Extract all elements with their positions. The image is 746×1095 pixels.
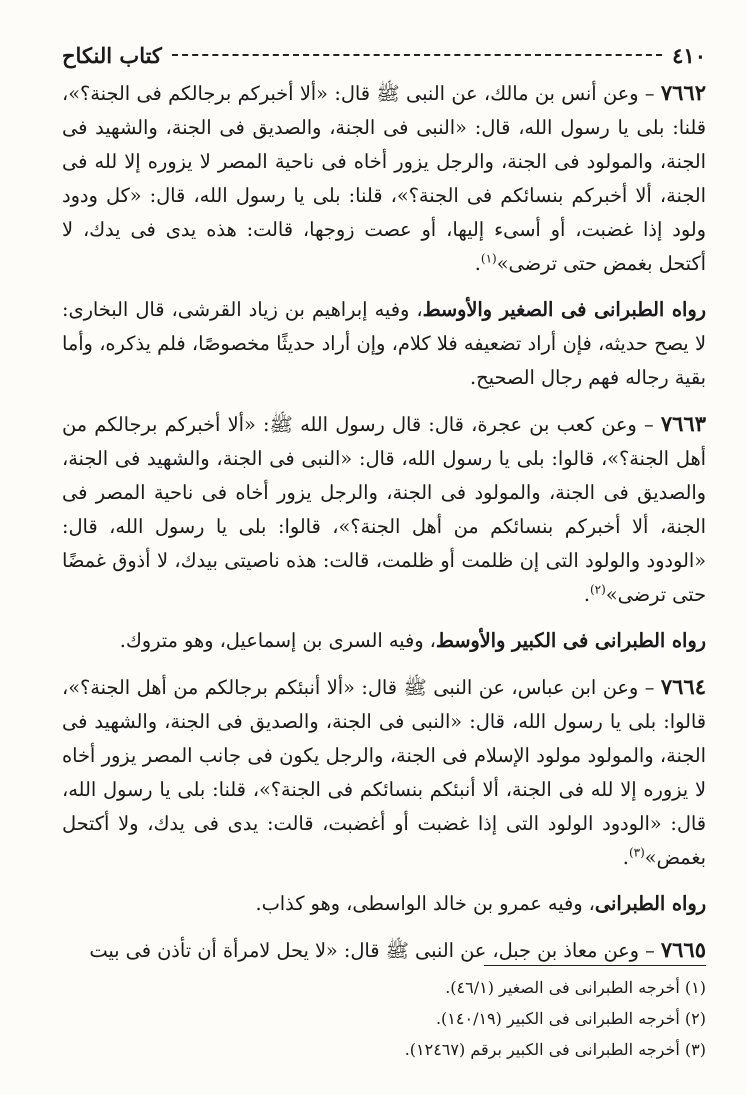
riwaya-7662	[62, 293, 706, 395]
riwaya-source: رواه الطبرانى	[594, 892, 706, 915]
riwaya-7664	[62, 887, 706, 921]
hadith-text: – وعن ابن عباس، عن النبى ﷺ قال: «ألا أنبئكم برجالكم من أهل الجنة؟»، قالوا: بلى يا رسول الله، قال: «النبى فى الجنة، والصديق فى الجنة، والشهيد فى الجنة، والمولود مولود الإسلام فى الجنة، والرجل يكون فى جانب المصر يزور أخاه لا يزوره إلا لله فى الجنة، ألا أنبئكم بنسائكم فى الجنة؟»، قلنا: بلى يا رسول الله، قال: «الودود الولود التى إذا غضبت أو أغضبت، قالت: يدى فى يدك، ولا أكتحل بغمض»	[62, 676, 706, 869]
hadith-tail: .	[474, 252, 481, 275]
hadith-number: ٧٦٦٣	[660, 411, 706, 436]
footnote-1: (١) أخرجه الطبرانى فى الصغير (٤٦/١).	[445, 978, 706, 997]
book-page	[62, 40, 706, 1075]
footnote-3: (٣) أخرجه الطبرانى فى الكبير برقم (١٢٤٦٧).	[404, 1040, 706, 1059]
header-dashed-rule	[172, 54, 662, 56]
page-header	[62, 40, 706, 70]
riwaya-source: رواه الطبرانى فى الصغير والأوسط	[422, 298, 706, 321]
footnote-ref: (٣)	[628, 845, 645, 860]
footnote-ref: (١)	[480, 251, 497, 266]
hadith-7663	[62, 407, 706, 612]
hadith-7665	[62, 933, 706, 968]
hadith-text: – وعن كعب بن عجرة، قال: قال رسول الله ﷺ: «ألا أخبركم برجالكم من أهل الجنة؟»، قالوا: بلى يا رسول الله، قال: «النبى فى الجنة، والشهيد فى الجنة، والصديق فى الجنة، والمولود فى الجنة، والرجل يزور أخاه فى ناحية المصر فى الجنة، ألا أخبركم بنسائكم من أهل الجنة؟»، قالوا: بلى يا رسول الله، قال: «الودود والولود التى إن ظلمت أو ظلمت، قالت: هذه ناصيتى بيدك، لا أذوق غمضًا حتى ترضى»	[62, 413, 706, 606]
footnote-ref: (٢)	[589, 582, 606, 597]
hadith-7664	[62, 670, 706, 875]
main-text	[62, 76, 706, 968]
hadith-tail: .	[583, 583, 590, 606]
riwaya-text: ، وفيه السرى بن إسماعيل، وهو متروك.	[119, 629, 436, 652]
hadith-number: ٧٦٦٤	[660, 674, 706, 699]
riwaya-7663	[62, 624, 706, 658]
hadith-number: ٧٦٦٥	[660, 937, 706, 962]
riwaya-text: ، وفيه عمرو بن خالد الواسطى، وهو كذاب.	[255, 892, 595, 915]
page-number: ٤١٠	[672, 42, 706, 68]
hadith-7662	[62, 76, 706, 281]
hadith-number: ٧٦٦٢	[660, 80, 706, 105]
hadith-text: – وعن معاذ بن جبل، عن النبى ﷺ قال: «لا يحل لامرأة أن تأذن فى بيت	[89, 939, 661, 962]
riwaya-source: رواه الطبرانى فى الكبير والأوسط	[435, 629, 706, 652]
chapter-title: كتاب النكاح	[62, 42, 162, 68]
footnote-2: (٢) أخرجه الطبرانى فى الكبير (١٤٠/١٩).	[435, 1009, 706, 1028]
footnotes	[62, 972, 706, 1065]
hadith-text: – وعن أنس بن مالك، عن النبى ﷺ قال: «ألا أخبركم برجالكم فى الجنة؟»، قلنا: بلى يا رسول الله، قال: «النبى فى الجنة، والصديق فى الجنة، والشهيد فى الجنة، والمولود فى الجنة، والرجل يزور أخاه فى ناحية المصر لا يزوره إلا لله فى الجنة، ألا أخبركم بنسائكم فى الجنة؟»، قلنا: بلى يا رسول الله، قال: «كل ودود ولود إذا غضبت، أو أسىء إليها، أو عصت زوجها، قالت: هذه يدى فى يدك، لا أكتحل بغمض حتى ترضى»	[62, 82, 706, 275]
riwaya-text: ، وفيه إبراهيم بن زياد القرشى، قال البخارى: لا يصح حديثه، فإن أراد تضعيفه فلا كلام، وإن أراد حديثًا مخصوصًا، فلم يذكره، وأما بقية رجاله فهم رجال الصحيح.	[62, 298, 706, 389]
hadith-tail: .	[622, 846, 629, 869]
footnote-separator	[484, 965, 706, 966]
